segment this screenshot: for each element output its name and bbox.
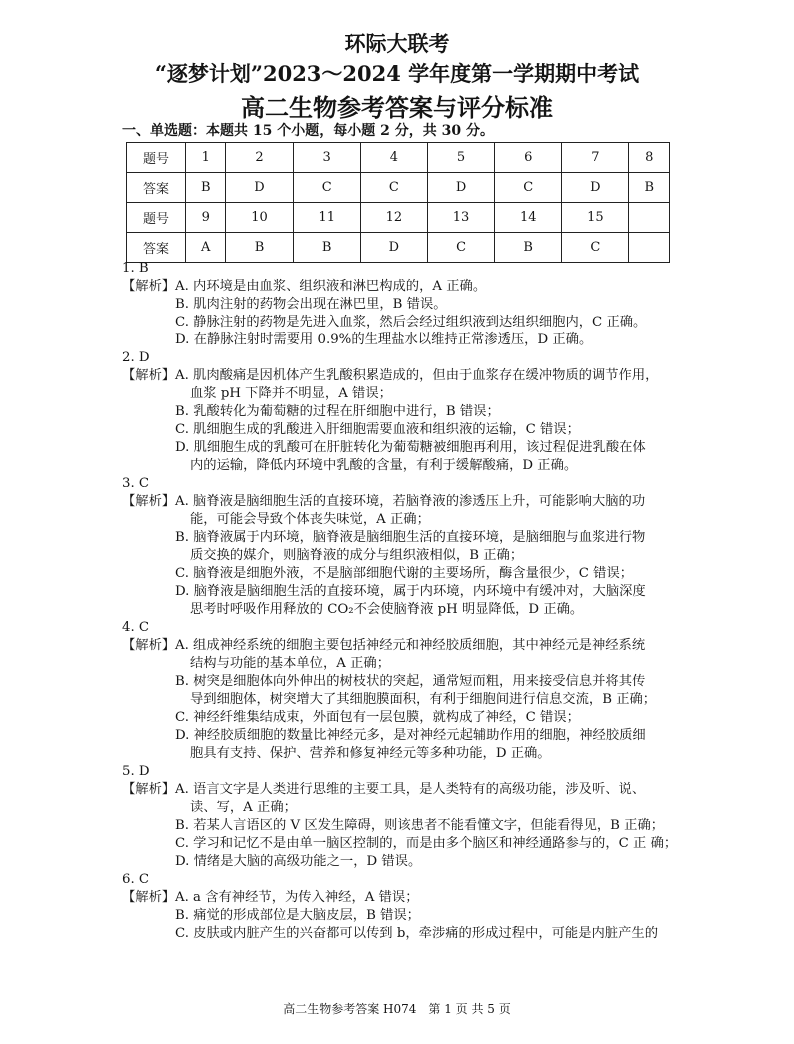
option-d-text: D. 肌细胞生成的乳酸可在肝脏转化为葡萄糖被细胞再利用，该过程促进乳酸在体: [175, 440, 646, 455]
table-cell: 10: [226, 203, 293, 233]
table-cell: 2: [226, 143, 293, 173]
analysis-label: 【解析】: [122, 782, 176, 797]
table-cell: 1: [186, 143, 226, 173]
table-cell: C: [293, 173, 360, 203]
option-d-continuation: 内的运输，降低内环境中乳酸的含量，有利于缓解酸痛，D 正确。: [190, 458, 578, 473]
option-a-text: A. 内环境是由血浆、组织液和淋巴构成的，A 正确。: [175, 279, 487, 294]
table-cell: 6: [495, 143, 562, 173]
question-number: 1. B: [122, 261, 149, 276]
analysis-label: 【解析】: [122, 279, 176, 294]
table-cell: 12: [360, 203, 427, 233]
option-a-continuation: 读、写，A 正确；: [190, 800, 297, 815]
table-cell: B: [495, 233, 562, 263]
option-d-text: D. 脑脊液是脑细胞生活的直接环境，属于内环境，内环境中有缓冲对，大脑深度: [175, 584, 646, 599]
option-b-continuation: 质交换的媒介，则脑脊液的成分与组织液相似，B 正确；: [190, 548, 524, 563]
row-header: 题号: [127, 203, 186, 233]
table-cell: B: [293, 233, 360, 263]
option-c-text: C. 脑脊液是细胞外液，不是脑部细胞代谢的主要场所，酶含量很少，C 错误；: [175, 566, 634, 581]
table-cell: 14: [495, 203, 562, 233]
table-cell: C: [562, 233, 629, 263]
option-b-text: B. 痛觉的形成部位是大脑皮层，B 错误；: [175, 908, 420, 923]
question-number: 4. C: [122, 620, 150, 635]
option-d-continuation: 胞具有支持、保护、营养和修复神经元等多种功能，D 正确。: [190, 746, 551, 761]
table-row: [127, 203, 670, 233]
option-a-text: A. 脑脊液是脑细胞生活的直接环境，若脑脊液的渗透压上升，可能影响大脑的功: [175, 494, 646, 509]
option-a-continuation: 血浆 pH 下降并不明显，A 错误；: [190, 386, 392, 401]
option-b-text: B. 乳酸转化为葡萄糖的过程在肝细胞中进行，B 错误；: [175, 404, 500, 419]
option-a-text: A. 语言文字是人类进行思维的主要工具，是人类特有的高级功能，涉及听、说、: [175, 782, 646, 797]
option-a-continuation: 能，可能会导致个体丧失味觉，A 正确；: [190, 512, 430, 527]
option-a-text: A. 肌肉酸痛是因机体产生乳酸积累造成的，但由于血浆存在缓冲物质的调节作用，: [175, 368, 659, 383]
table-cell: [629, 233, 670, 263]
table-cell: C: [495, 173, 562, 203]
table-cell: 7: [562, 143, 629, 173]
table-cell: [629, 203, 670, 233]
option-b-text: B. 若某人言语区的 V 区发生障碍，则该患者不能看懂文字，但能看得见，B 正确；: [175, 818, 665, 833]
table-cell: 5: [427, 143, 494, 173]
analysis-label: 【解析】: [122, 890, 176, 905]
option-c-text: C. 皮肤或内脏产生的兴奋都可以传到 b，牵涉痛的形成过程中，可能是内脏产生的: [175, 926, 658, 941]
option-d-text: D. 神经胶质细胞的数量比神经元多，是对神经元起辅助作用的细胞，神经胶质细: [175, 728, 646, 743]
option-b-text: B. 肌肉注射的药物会出现在淋巴里，B 错误。: [175, 297, 447, 312]
option-b-text: B. 树突是细胞体向外伸出的树枝状的突起，通常短而粗，用来接受信息并将其传: [175, 674, 646, 689]
table-cell: 15: [562, 203, 629, 233]
option-d-text: D. 情绪是大脑的高级功能之一，D 错误。: [175, 854, 422, 869]
row-header: 答案: [127, 233, 186, 263]
option-a-text: A. 组成神经系统的细胞主要包括神经元和神经胶质细胞，其中神经元是神经系统: [175, 638, 646, 653]
option-d-text: D. 在静脉注射时需要用 0.9%的生理盐水以维持正常渗透压，D 正确。: [175, 332, 593, 347]
table-row: [127, 143, 670, 173]
analysis-label: 【解析】: [122, 368, 176, 383]
option-a-text: A. a 含有神经节，为传入神经，A 错误；: [175, 890, 419, 905]
table-cell: A: [186, 233, 226, 263]
question-number: 3. C: [122, 476, 150, 491]
table-cell: D: [562, 173, 629, 203]
table-cell: C: [427, 233, 494, 263]
row-header: 题号: [127, 143, 186, 173]
table-cell: 9: [186, 203, 226, 233]
table-cell: B: [186, 173, 226, 203]
table-cell: D: [360, 233, 427, 263]
table-cell: B: [629, 173, 670, 203]
exam-title: “逐梦计划”2023～2024 学年度第一学期期中考试: [154, 61, 640, 86]
table-cell: 11: [293, 203, 360, 233]
table-cell: 4: [360, 143, 427, 173]
question-number: 2. D: [122, 350, 150, 365]
option-c-text: C. 肌细胞生成的乳酸进入肝细胞需要血液和组织液的运输，C 错误；: [175, 422, 580, 437]
page-footer: 高二生物参考答案 H074 第 1 页 共 5 页: [283, 1002, 511, 1016]
option-a-continuation: 结构与功能的基本单位，A 正确；: [190, 656, 390, 671]
analysis-label: 【解析】: [122, 638, 176, 653]
table-cell: D: [427, 173, 494, 203]
option-d-continuation: 思考时呼吸作用释放的 CO₂不会使脑脊液 pH 明显降低，D 正确。: [190, 602, 584, 617]
table-cell: 3: [293, 143, 360, 173]
exam-organizer-title: 环际大联考: [344, 31, 450, 56]
analysis-label: 【解析】: [122, 494, 176, 509]
question-number: 6. C: [122, 872, 150, 887]
option-c-text: C. 静脉注射的药物是先进入血浆，然后会经过组织液到达组织细胞内，C 正确。: [175, 315, 647, 330]
row-header: 答案: [127, 173, 186, 203]
table-cell: 8: [629, 143, 670, 173]
table-row: [127, 233, 670, 263]
option-c-text: C. 学习和记忆不是由单一脑区控制的，而是由多个脑区和神经通路参与的，C 正 确；: [175, 836, 678, 851]
document-title: 高二生物参考答案与评分标准: [241, 93, 553, 122]
option-b-continuation: 导到细胞体，树突增大了其细胞膜面积，有利于细胞间进行信息交流，B 正确；: [190, 692, 657, 707]
option-b-text: B. 脑脊液属于内环境，脑脊液是脑细胞生活的直接环境，是脑细胞与血浆进行物: [175, 530, 646, 545]
option-c-text: C. 神经纤维集结成束，外面包有一层包膜，就构成了神经，C 错误；: [175, 710, 580, 725]
table-cell: 13: [427, 203, 494, 233]
table-row: [127, 173, 670, 203]
section-title-single-choice: 一、单选题：本题共 15 个小题，每小题 2 分，共 30 分。: [122, 123, 494, 139]
table-cell: B: [226, 233, 293, 263]
table-cell: D: [226, 173, 293, 203]
answer-table: [126, 142, 670, 263]
question-number: 5. D: [122, 764, 150, 779]
table-cell: C: [360, 173, 427, 203]
